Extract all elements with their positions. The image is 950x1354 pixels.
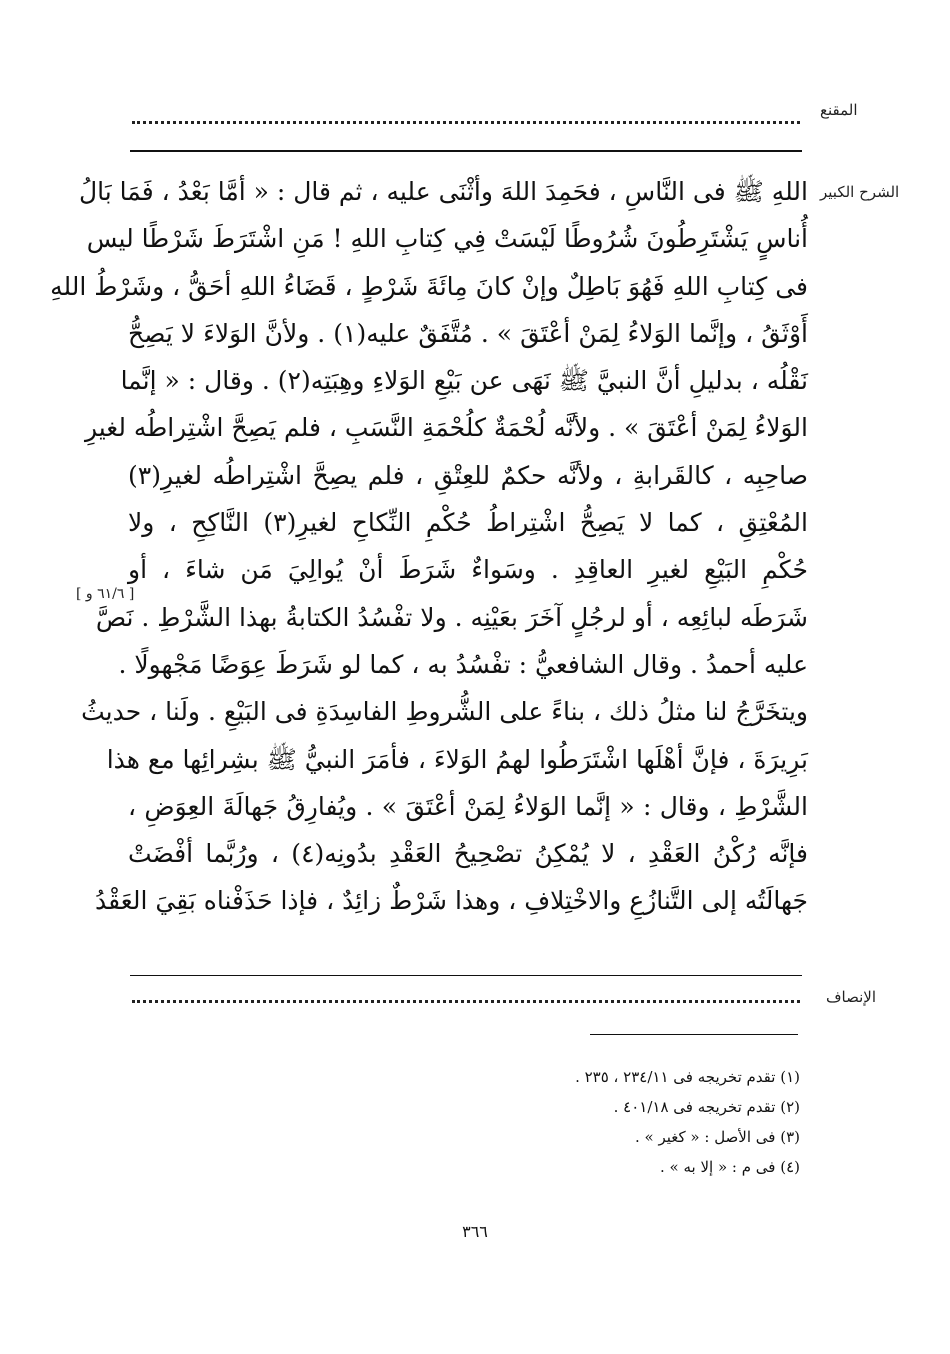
text-line-15: فإنَّه رُكْنُ العَقْدِ ، لا يُمْكِنُ تصْحِيحُ العَقْدِ بدُونِه(٤) ، ورُبَّما أفْضَتْ: [128, 839, 809, 869]
bottom-rule: [130, 975, 802, 976]
margin-reference: [ ٦١/٦ و ]: [76, 586, 135, 602]
header-rule: [130, 150, 802, 152]
bottom-dotted-line: [132, 1000, 800, 1003]
main-section-label: الشرح الكبير: [820, 183, 900, 201]
text-line-1: اللهِ ﷺ فى النَّاسِ ، فحَمِدَ اللهَ وأثْنَى عليه ، ثم قال : « أمَّا بَعْدُ ، فَمَا بَالُ: [78, 177, 808, 206]
text-line-2: أُناسٍ يَشْتَرِطُونَ شُرُوطًا لَيْسَتْ فِي كِتابِ اللهِ ! مَنِ اشْتَرَطَ شَرْطًا ليس: [86, 224, 808, 254]
page-number: ٣٦٦: [462, 1222, 488, 1241]
footnote-2: (٢) تقدم تخريجه فى ٤٠١/١٨ .: [613, 1098, 800, 1116]
text-line-12: ويتخَرَّجُ لنا مثلُ ذلك ، بناءً على الشُّروطِ الفاسِدَةِ فى البَيْعِ . ولَنا ، حديثُ: [81, 697, 808, 727]
footnote-1: (١) تقدم تخريجه فى ٢٣٤/١١ ، ٢٣٥ .: [575, 1068, 800, 1086]
footnote-4: (٤) فى م : « إلا به » .: [660, 1158, 800, 1176]
text-line-8: المُعْتِقِ ، كما لا يَصِحُّ اشْتِراطُ حُكْمِ النِّكاحِ لغيرِ(٣) النَّاكِحِ ، ولا: [128, 508, 808, 538]
footnotes: [400, 1062, 800, 1182]
text-line-9: حُكْمِ البَيْعِ لغيرِ العاقِدِ . وسَواءٌ شَرَطَ أنْ يُوالِيَ مَن شاءَ ، أو: [128, 555, 808, 585]
header-dotted-line: [132, 121, 800, 124]
text-line-5: نَقْلُه ، بدليلِ أنَّ النبيَّ ﷺ نَهَى عن بَيْعِ الوَلاءِ وهِبَتِه(٢) . وقال : « إنَّما: [120, 366, 808, 396]
book-label: المقنع: [820, 101, 858, 119]
text-line-3: فى كِتابِ اللهِ فَهُوَ بَاطِلٌ وإنْ كانَ مِائَةَ شَرْطٍ ، قَضَاءُ اللهِ أحَقُّ ، وشَرْطُ اللهِ: [50, 271, 808, 301]
bottom-section-label: الإنصاف: [826, 988, 877, 1006]
text-line-7: صاحِبِه ، كالقَرابةِ ، ولأنَّه حكمٌ للعِتْقِ ، فلم يصِحَّ اشْتِراطُه لغيرِ(٣): [128, 460, 808, 490]
text-line-10: شَرَطَه لبائِعِه ، أو لرجُلٍ آخَرَ بعَيْنِه . ولا تفْسُدُ الكتابةُ بهذا الشَّرْطِ . نَصَّ: [95, 602, 808, 632]
footnote-3: (٣) فى الأصل : « كغير » .: [635, 1128, 800, 1146]
text-line-16: جَهالَتُه إلى التَّنازُعِ والاخْتِلافِ ، وهذا شَرْطٌ زائِدٌ ، فإذا حَذَفْناه بَقِيَ العَقْدُ: [95, 886, 808, 916]
text-line-11: عليه أحمدُ . وقال الشافعيُّ : تفْسُدُ به ، كما لو شَرَطَ عِوَضًا مَجْهولًا .: [118, 649, 808, 679]
text-line-6: الوَلاءُ لِمَنْ أعْتَقَ » . ولأنَّه لُحْمَةٌ كلُحْمَةِ النَّسَبِ ، فلم يَصِحَّ اشْتِراطُه لغيرِ: [84, 413, 808, 443]
text-line-4: أَوْثَقُ ، وإنَّما الوَلاءُ لِمَنْ أعْتَقَ » . مُتَّفَقٌ عليه(١) . ولأنَّ الوَلاءَ لا يَصِحُّ: [128, 318, 808, 348]
text-line-13: بَرِيرَةَ ، فإنَّ أهْلَها اشْتَرَطُوا لهمُ الوَلاءَ ، فأمَرَ النبيُّ ﷺ بشِرائِها مع هذا: [106, 744, 808, 774]
text-line-14: الشَّرْطِ ، وقال : « إنَّما الوَلاءُ لِمَنْ أعْتَقَ » . ويُفارِقُ جَهالَةَ العِوَضِ ،: [128, 791, 808, 821]
footnote-separator: [590, 1034, 798, 1035]
